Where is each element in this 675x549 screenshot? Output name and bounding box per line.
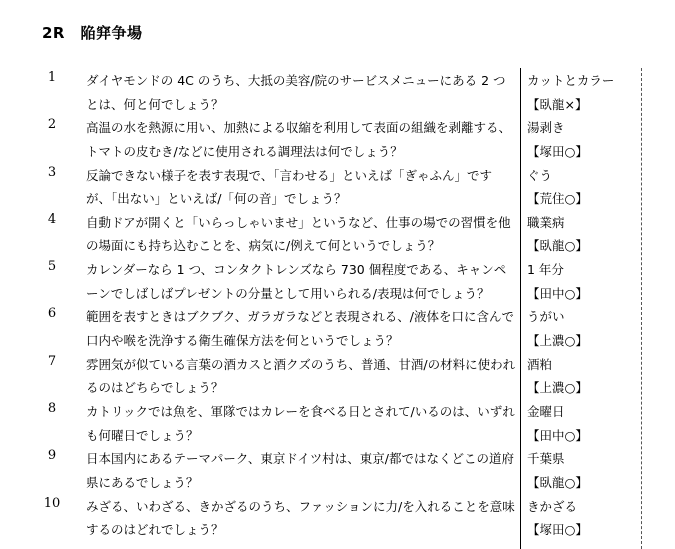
question-text: 日本国内にあるテーマパーク、東京ドイツ村は、東京/都ではなくどこの道府県にあるでしょう？ (86, 451, 514, 490)
answer-cell (527, 211, 637, 258)
question-number: 7 (47, 353, 57, 369)
respondent-result: 【臥龍○】 (527, 238, 588, 254)
answer-cell (527, 258, 637, 305)
question-row (0, 302, 675, 349)
page-title: 2R 陥穽争場 (42, 24, 143, 42)
question-text: ダイヤモンドの 4C のうち、大抵の美容/院のサービスメニューにある 2 つとは、何と何でしょう？ (86, 73, 506, 112)
question-number: 1 (47, 70, 57, 85)
answer-text: 千葉県 (527, 451, 565, 467)
answer-cell (527, 164, 637, 211)
answer-cell (527, 400, 637, 447)
question-text: 高温の水を熱源に用い、加熱による収縮を利用して表面の組織を剥離する、トマトの皮むき/などに使用される調理法は何でしょう？ (86, 120, 512, 159)
answer-cell (527, 69, 637, 116)
question-row (0, 444, 675, 491)
respondent-result: 【臥龍○】 (527, 474, 588, 490)
question-text: 雰囲気が似ている言葉の酒カスと酒クズのうち、普通、甘酒/の材料に使われるのはどちらでしょう？ (86, 356, 516, 396)
question-row (0, 66, 675, 113)
respondent-result: 【荒住○】 (527, 191, 588, 207)
question-row (0, 113, 675, 160)
answer-cell (527, 353, 637, 400)
answer-cell (527, 447, 637, 494)
question-number: 6 (47, 306, 57, 322)
question-number: 8 (47, 401, 57, 417)
question-row (0, 397, 675, 444)
answer-text: 職業病 (527, 214, 565, 230)
answer-text: 金曜日 (527, 404, 565, 420)
question-list (0, 66, 675, 539)
answer-cell (527, 116, 637, 163)
answer-text: 1 年分 (527, 262, 564, 278)
question-text: 反論できない様子を表す表現で、「言わせる」といえば「ぎゃふん」ですが、「出ない」といえば/「何の音」でしょう？ (86, 167, 493, 207)
answer-text: ぐう (527, 167, 553, 183)
question-number: 2 (47, 117, 57, 133)
question-number: 4 (47, 211, 57, 227)
question-number: 3 (47, 164, 57, 180)
answer-cell (527, 305, 637, 352)
question-text: みざる、いわざる、きかざるのうち、ファッションに力/を入れることを意味するのはどれでしょう？ (86, 498, 515, 538)
respondent-result: 【田中○】 (527, 427, 588, 443)
answer-cell (527, 495, 637, 542)
answer-text: 酒粕 (527, 356, 553, 372)
question-number: 5 (47, 259, 57, 275)
respondent-result: 【臥龍×】 (527, 96, 588, 112)
question-row (0, 161, 675, 208)
respondent-result: 【田中○】 (527, 285, 588, 301)
respondent-result: 【上濃○】 (527, 380, 588, 396)
question-number: 9 (47, 448, 57, 464)
respondent-result: 【上濃○】 (527, 333, 588, 349)
question-row (0, 492, 675, 539)
question-text: 範囲を表すときはブクブク、ガラガラなどと表現される、/液体を口に含んで口内や喉を洗浄する衛生確保方法を何というでしょう？ (86, 309, 514, 349)
answer-text: きかざる (527, 498, 578, 514)
respondent-result: 【塚田○】 (527, 522, 588, 538)
question-text: 自動ドアが開くと「いらっしゃいませ」というなど、仕事の場での習慣を他の場面にも持ち込むことを、病気に/例えて何というでしょう？ (86, 214, 511, 254)
answer-text: 湯剥き (527, 120, 565, 136)
question-number: 10 (43, 495, 61, 511)
question-row (0, 208, 675, 255)
answer-text: カットとカラー (527, 73, 615, 88)
respondent-result: 【塚田○】 (527, 143, 588, 159)
question-row (0, 350, 675, 397)
question-text: カレンダーなら 1 つ、コンタクトレンズなら 730 個程度である、キャンペーンでしばしばプレゼントの分量として用いられる/表現は何でしょう？ (86, 262, 507, 301)
question-row (0, 255, 675, 302)
question-text: カトリックでは魚を、軍隊ではカレーを食べる日とされて/いるのは、いずれも何曜日でしょう？ (86, 404, 515, 443)
answer-text: うがい (527, 309, 565, 325)
